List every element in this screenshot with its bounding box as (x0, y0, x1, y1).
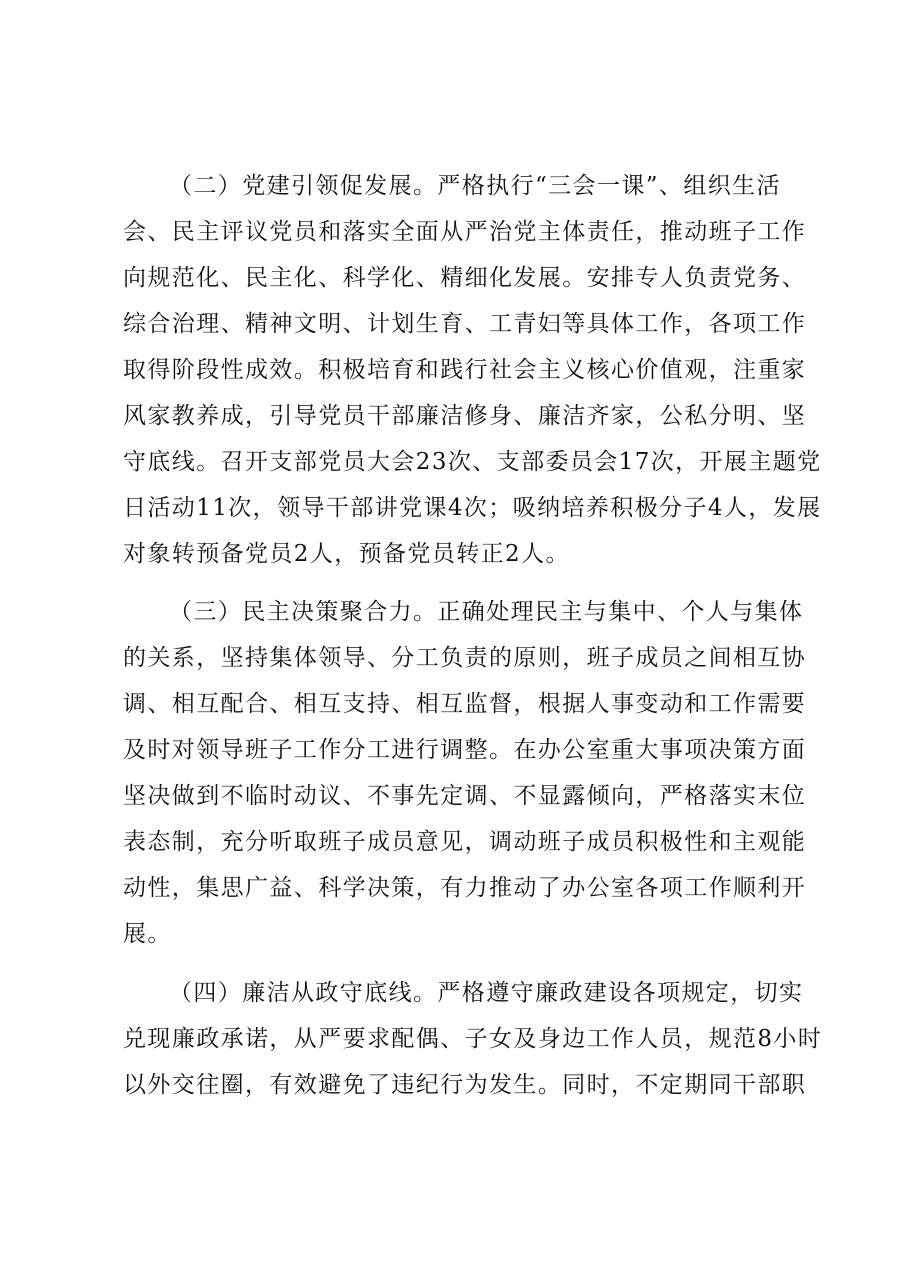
paragraph-2-line-2: 会、民主评议党员和落实全面从严治党主体责任，推动班子工作 (123, 219, 807, 245)
paragraph-2-line-7: 守底线。召开支部党员大会23次、支部委员会17次，开展主题党 (123, 449, 822, 475)
paragraph-2-line-5: 取得阶段性成效。积极培育和践行社会主义核心价值观，注重家 (123, 357, 807, 383)
paragraph-3-line-6: 表态制，充分听取班子成员意见，调动班子成员积极性和主观能 (123, 829, 807, 855)
paragraph-4-line-3: 以外交往圈，有效避免了违纪行为发生。同时，不定期同干部职 (123, 1072, 807, 1098)
paragraph-3-line-2: 的关系，坚持集体领导、分工负责的原则，班子成员之间相互协 (123, 645, 807, 671)
paragraph-3-line-4: 及时对领导班子工作分工进行调整。在办公室重大事项决策方面 (123, 737, 807, 763)
paragraph-2-line-9: 对象转预备党员2人，预备党员转正2人。 (123, 541, 570, 567)
paragraph-2-line-3: 向规范化、民主化、科学化、精细化发展。安排专人负责党务、 (123, 265, 807, 291)
paragraph-3-line-8: 展。 (123, 921, 172, 947)
paragraph-2-line-1: （二）党建引领促发展。严格执行“三会一课”、组织生活 (169, 173, 781, 199)
paragraph-3-line-3: 调、相互配合、相互支持、相互监督，根据人事变动和工作需要 (123, 691, 807, 717)
paragraph-2-line-6: 风家教养成，引导党员干部廉洁修身、廉洁齐家，公私分明、坚 (123, 403, 807, 429)
paragraph-2-line-4: 综合治理、精神文明、计划生育、工青妇等具体工作，各项工作 (123, 311, 807, 337)
paragraph-4-line-1: （四）廉洁从政守底线。严格遵守廉政建设各项规定，切实 (169, 980, 804, 1006)
paragraph-4-line-2: 兑现廉政承诺，从严要求配偶、子女及身边工作人员，规范8小时 (123, 1026, 823, 1052)
paragraph-3-line-1: （三）民主决策聚合力。正确处理民主与集中、个人与集体 (169, 599, 804, 625)
paragraph-3-line-7: 动性，集思广益、科学决策，有力推动了办公室各项工作顺利开 (123, 875, 807, 901)
paragraph-3-line-5: 坚决做到不临时动议、不事先定调、不显露倾向，严格落实末位 (123, 783, 807, 809)
paragraph-2-line-8: 日活动11次，领导干部讲党课4次；吸纳培养积极分子4人，发展 (123, 495, 822, 521)
